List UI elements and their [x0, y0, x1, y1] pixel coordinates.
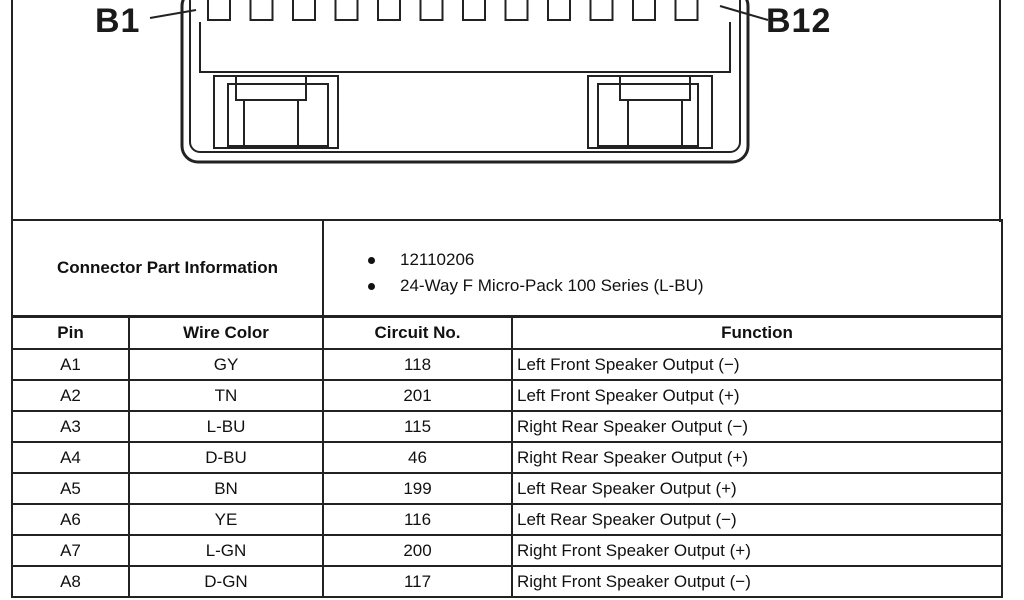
function-cell: Left Rear Speaker Output (−)	[512, 504, 1002, 535]
pin-cavity	[421, 0, 443, 20]
pin-cell: A2	[12, 380, 129, 411]
pin-b1-label: B1	[95, 2, 141, 40]
function-cell: Left Rear Speaker Output (+)	[512, 473, 1002, 504]
table-row	[12, 442, 1002, 473]
pin-cavity	[293, 0, 315, 20]
header-function: Function	[512, 317, 1002, 349]
pin-cell: A3	[12, 411, 129, 442]
table-row	[12, 535, 1002, 566]
info-item-part-number: 12110206	[368, 247, 1001, 273]
connector-info-label: Connector Part Information	[12, 220, 323, 316]
table-row	[12, 411, 1002, 442]
table-row	[12, 349, 1002, 380]
pin-cell: A7	[12, 535, 129, 566]
pin-cell: A5	[12, 473, 129, 504]
pinout-header-row	[12, 317, 1002, 349]
pin-cavity	[378, 0, 400, 20]
circuit-no-cell: 116	[323, 504, 512, 535]
pin-cavity	[208, 0, 230, 20]
wire-color-cell: D-GN	[129, 566, 323, 597]
pin-cavity	[548, 0, 570, 20]
pin-cavity	[251, 0, 273, 20]
connector-info-table	[11, 219, 1003, 317]
pinout-table	[11, 316, 1003, 598]
pin-cell: A6	[12, 504, 129, 535]
pinout-rows	[12, 349, 1002, 597]
circuit-no-cell: 46	[323, 442, 512, 473]
circuit-no-cell: 115	[323, 411, 512, 442]
pin-cell: A8	[12, 566, 129, 597]
connector-info-list	[324, 237, 1001, 299]
connector-pin-row	[208, 0, 698, 20]
circuit-no-cell: 117	[323, 566, 512, 597]
pin-b12-label: B12	[766, 2, 832, 40]
table-row	[12, 566, 1002, 597]
circuit-no-cell: 201	[323, 380, 512, 411]
connector-body-outer	[182, 0, 748, 162]
circuit-no-cell: 199	[323, 473, 512, 504]
pin-cavity	[633, 0, 655, 20]
function-cell: Right Front Speaker Output (+)	[512, 535, 1002, 566]
connector-drawing	[0, 0, 1024, 222]
function-cell: Left Front Speaker Output (+)	[512, 380, 1002, 411]
pin-cavity	[336, 0, 358, 20]
pin-cavity	[591, 0, 613, 20]
right-latch	[588, 76, 712, 148]
pin-cell: A1	[12, 349, 129, 380]
connector-diagram	[0, 0, 1024, 222]
table-row	[12, 380, 1002, 411]
pin-cavity	[463, 0, 485, 20]
wire-color-cell: BN	[129, 473, 323, 504]
circuit-no-cell: 118	[323, 349, 512, 380]
wire-color-cell: TN	[129, 380, 323, 411]
circuit-no-cell: 200	[323, 535, 512, 566]
wire-color-cell: GY	[129, 349, 323, 380]
pin-cavity	[676, 0, 698, 20]
pin-cavity	[506, 0, 528, 20]
wire-color-cell: L-BU	[129, 411, 323, 442]
function-cell: Left Front Speaker Output (−)	[512, 349, 1002, 380]
function-cell: Right Front Speaker Output (−)	[512, 566, 1002, 597]
connector-shelf	[200, 22, 730, 72]
wire-color-cell: L-GN	[129, 535, 323, 566]
function-cell: Right Rear Speaker Output (−)	[512, 411, 1002, 442]
b12-leader-line	[720, 6, 768, 20]
table-row	[12, 504, 1002, 535]
wire-color-cell: YE	[129, 504, 323, 535]
table-row	[12, 473, 1002, 504]
wire-color-cell: D-BU	[129, 442, 323, 473]
info-item-description: 24-Way F Micro-Pack 100 Series (L-BU)	[368, 273, 1001, 299]
connector-info-cell	[323, 220, 1002, 316]
header-circuit-no: Circuit No.	[323, 317, 512, 349]
pin-cell: A4	[12, 442, 129, 473]
function-cell: Right Rear Speaker Output (+)	[512, 442, 1002, 473]
header-wire-color: Wire Color	[129, 317, 323, 349]
left-latch	[214, 76, 338, 148]
header-pin: Pin	[12, 317, 129, 349]
